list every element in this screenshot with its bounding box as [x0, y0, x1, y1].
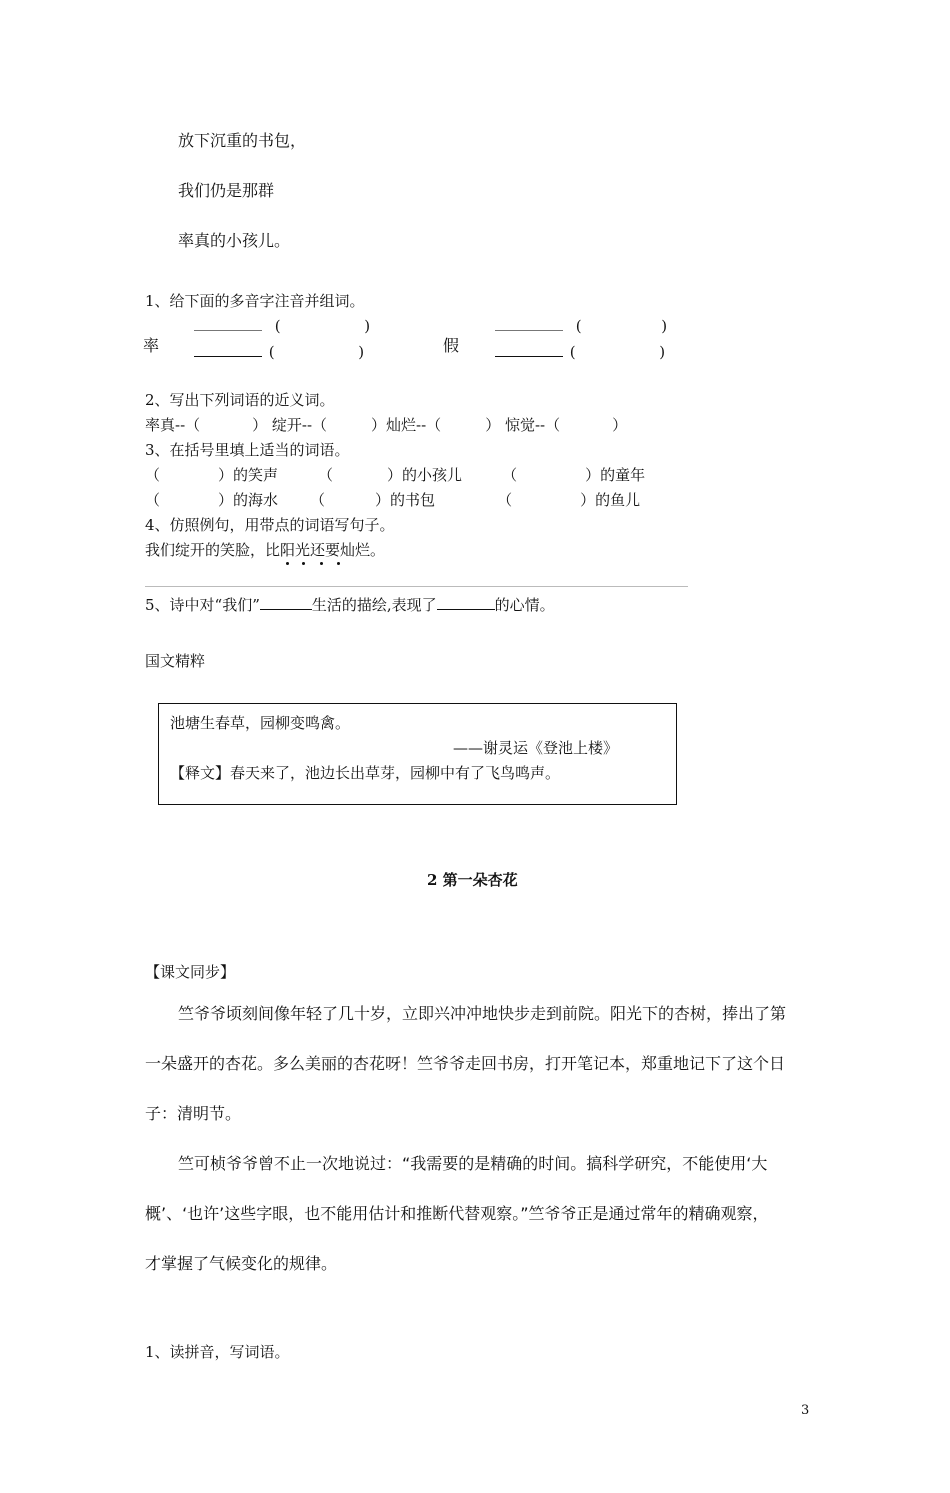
para1-line3: 子：清明节。: [145, 1104, 242, 1123]
q2-prompt: 2、写出下列词语的近义词。: [145, 391, 335, 409]
pinyin-blank[interactable]: [194, 315, 262, 331]
pinyin-blank[interactable]: [194, 341, 262, 357]
q1-char-b: 假: [443, 336, 460, 355]
emphasis-dot: [337, 562, 340, 565]
q3-prompt: 3、在括号里填上适当的词语。: [145, 441, 350, 459]
emphasis-dot: [286, 562, 289, 565]
pinyin-blank[interactable]: [495, 341, 563, 357]
poem-line-2: 我们仍是那群: [178, 181, 275, 200]
para1-line2: 一朵盛开的杏花。多么美丽的杏花呀！竺爷爷走回书房，打开笔记本，郑重地记下了这个日: [145, 1054, 786, 1073]
q4-prompt: 4、仿照例句，用带点的词语写句子。: [145, 516, 395, 534]
q1-row1-right: ( ): [495, 315, 667, 335]
lesson2-q1: 1、读拼音，写词语。: [145, 1343, 290, 1361]
pinyin-blank[interactable]: [495, 315, 563, 331]
guowen-explain: 【释文】春天来了，池边长出草芽，园柳中有了飞鸟鸣声。: [170, 764, 561, 782]
answer-line[interactable]: [145, 586, 688, 587]
poem-line-1: 放下沉重的书包，: [178, 131, 307, 150]
para2-line2: 概’、‘也许’这些字眼，也不能用估计和推断代替观察。”竺爷爷正是通过常年的精确观察，: [145, 1204, 769, 1223]
guowen-source: ——谢灵运《登池上楼》: [453, 739, 619, 757]
para2-line3: 才掌握了气候变化的规律。: [145, 1254, 338, 1273]
para2-line1: 竺可桢爷爷曾不止一次地说过：“我需要的是精确的时间。搞科学研究，不能使用‘大: [178, 1154, 768, 1173]
q1-char-a: 率: [143, 336, 160, 355]
q1-row1-left: ( ): [194, 315, 370, 335]
q2-items: 率真--（ ） 绽开--（ ）灿烂--（ ） 惊觉--（ ）: [145, 416, 628, 434]
q1-row2-right: ( ): [495, 341, 665, 361]
answer-blank[interactable]: [437, 594, 495, 610]
page-number: 3: [801, 1403, 810, 1418]
q5: 5、诗中对“我们” 生活的描绘,表现了 的心情。: [145, 596, 555, 614]
poem-line-3: 率真的小孩儿。: [178, 231, 291, 250]
q1-prompt: 1、给下面的多音字注音并组词。: [145, 292, 365, 310]
emphasis-dot: [320, 562, 323, 565]
section-heading: 【课文同步】: [145, 963, 236, 981]
lesson-title: 2 第一朵杏花: [427, 871, 518, 889]
q3-row-2: （ ）的海水 （ ）的书包 （ ）的鱼儿: [145, 491, 641, 509]
guowen-heading: 国文精粹: [145, 652, 206, 670]
answer-blank[interactable]: [260, 594, 312, 610]
q4-example: 我们绽开的笑脸，比阳光还要灿烂。: [145, 541, 386, 559]
emphasis-dot: [302, 562, 305, 565]
q1-row2-left: ( ): [194, 341, 364, 361]
q3-row-1: （ ）的笑声 （ ）的小孩儿 （ ）的童年: [145, 466, 646, 484]
para1-line1: 竺爷爷顷刻间像年轻了几十岁，立即兴冲冲地快步走到前院。阳光下的杏树，捧出了第: [178, 1004, 787, 1023]
guowen-verse: 池塘生春草，园柳变鸣禽。: [170, 714, 351, 732]
